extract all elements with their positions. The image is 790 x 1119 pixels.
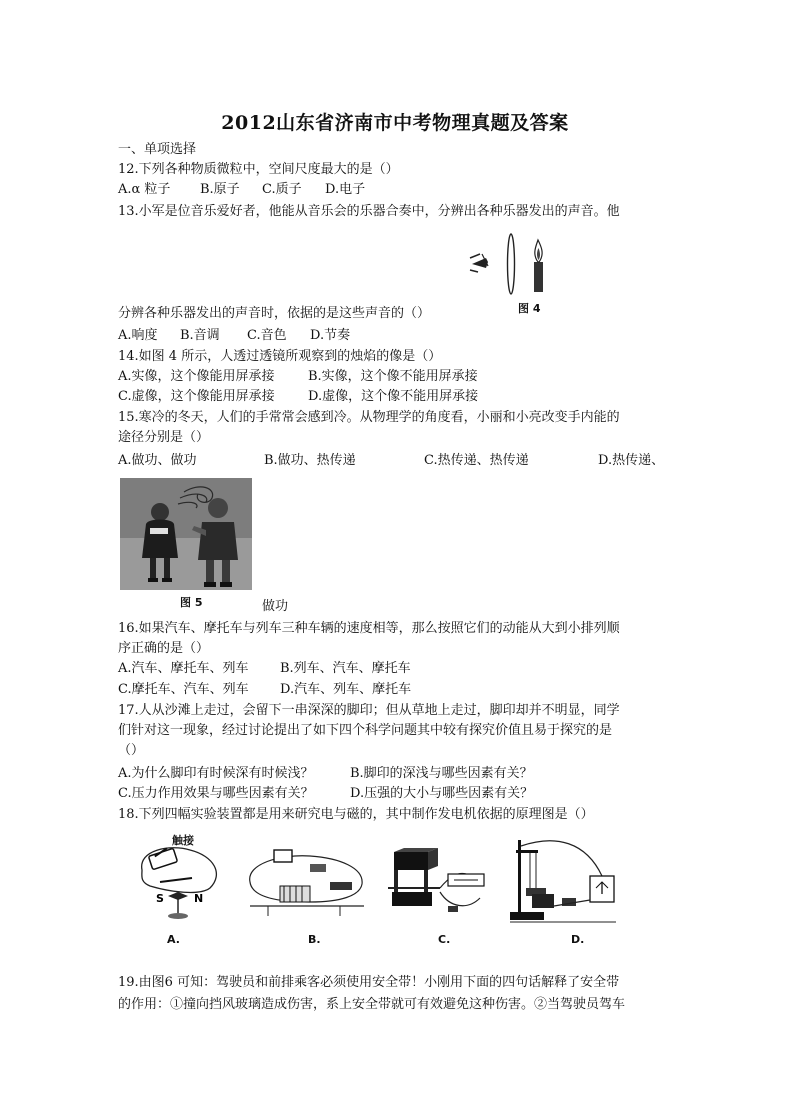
q14-stem: 14.如图 4 所示，人透过透镜所观察到的烛焰的像是（） [118,349,442,364]
q15-option-b: B.做功、热传递 [264,453,356,468]
figure-18a-label: A. [167,933,180,946]
q13-stem-line1: 13.小军是位音乐爱好者，他能从音乐会的乐器合奏中，分辨出各种乐器发出的声音。他 [118,204,620,219]
q13-option-d: D.节奏 [310,328,351,343]
q16-option-b: B.列车、汽车、摩托车 [280,661,411,676]
magnet-icon [532,894,554,908]
q12-option-d: D.电子 [325,182,366,197]
q14-option-b: B.实像，这个像不能用屏承接 [308,369,478,384]
q12-option-c: C.质子 [262,182,302,197]
q19-stem-line1: 19.由图6 可知：驾驶员和前排乘客必须使用安全带！小刚用下面的四句话解释了安全带 [118,975,620,990]
q17-option-b: B.脚印的深浅与哪些因素有关？ [350,766,533,781]
q15-option-a: A.做功、做功 [118,453,197,468]
figure-4-caption: 图 4 [518,302,541,315]
svg-text:N: N [194,892,204,905]
q18-stem: 18.下列四幅实验装置都是用来研究电与磁的，其中制作发电机依据的原理图是（） [118,807,594,822]
q12-option-b: B.原子 [200,182,240,197]
figure-18b-electromagnet-experiment [240,842,372,926]
q16-option-a: A.汽车、摩托车、列车 [118,661,249,676]
figure-18a-touch-label: 触接 [172,834,194,847]
q13-option-b: B.音调 [180,328,220,343]
figure-5-caption: 图 5 [180,596,203,609]
q13-option-a: A.响度 [118,328,158,343]
q14-option-d: D.虚像，这个像不能用屏承接 [308,389,479,404]
section-heading: 一、单项选择 [118,142,197,157]
q12-option-a: A.α 粒子 [118,182,171,197]
q15-stem-line1: 15.寒冷的冬天，人们的手常常会感到冷。从物理学的角度看，小丽和小亮改变手内能的 [118,410,620,425]
q15-option-c: C.热传递、热传递 [424,453,529,468]
q16-stem-line2: 序正确的是（） [118,641,210,656]
figure-18c-label: C. [438,933,451,946]
page-title: 2012山东省济南市中考物理真题及答案 [221,112,569,134]
figure-18c-generator-experiment [384,848,496,926]
figure-4-lens-diagram [466,232,556,296]
figure-18d-electromagnetic-induction-experiment [506,836,620,926]
q16-option-d: D.汽车、列车、摩托车 [280,682,412,697]
q14-option-c: C.虚像，这个像能用屏承接 [118,389,275,404]
q15-option-d: D.热传递、 [598,453,665,468]
q17-option-a: A.为什么脚印有时候深有时候浅？ [118,766,314,781]
figure-5-cold-hands-illustration [120,478,252,590]
figure-18b-label: B. [308,933,321,946]
q19-stem-line2: 的作用：①撞向挡风玻璃造成伤害，系上安全带就可有效避免这种伤害。②当驾驶员驾车 [118,997,626,1012]
q17-stem-line1: 17.人从沙滩上走过，会留下一串深深的脚印；但从草地上走过，脚印却并不明显，同学 [118,703,620,718]
q15-stem-line2: 途径分别是（） [118,430,210,445]
q13-option-c: C.音色 [247,328,287,343]
eye-icon [470,254,488,272]
q16-option-c: C.摩托车、汽车、列车 [118,682,249,697]
lens-icon [508,234,515,294]
q16-stem-line1: 16.如果汽车、摩托车与列车三种车辆的速度相等，那么按照它们的动能从大到小排列顺 [118,621,620,636]
compass-needle-icon [156,892,203,919]
magnet-icon [392,848,438,906]
q17-option-d: D.压强的大小与哪些因素有关？ [350,786,534,801]
figure-18d-label: D. [571,933,585,946]
q15-option-d-continuation: 做功 [262,599,289,614]
q13-stem-line2: 分辨各种乐器发出的声音时，依据的是这些声音的（） [118,306,431,321]
svg-text:S: S [156,892,164,905]
q12-stem: 12.下列各种物质微粒中，空间尺度最大的是（） [118,162,399,177]
q14-option-a: A.实像，这个像能用屏承接 [118,369,275,384]
battery-icon [274,850,292,862]
coil-icon [280,886,310,902]
candle-icon [534,240,543,292]
q17-stem-line3: （） [118,743,145,758]
q17-option-c: C.压力作用效果与哪些因素有关？ [118,786,314,801]
q17-stem-line2: 们针对这一现象，经过讨论提出了如下四个科学问题其中较有探究价值且易于探究的是 [118,723,613,738]
